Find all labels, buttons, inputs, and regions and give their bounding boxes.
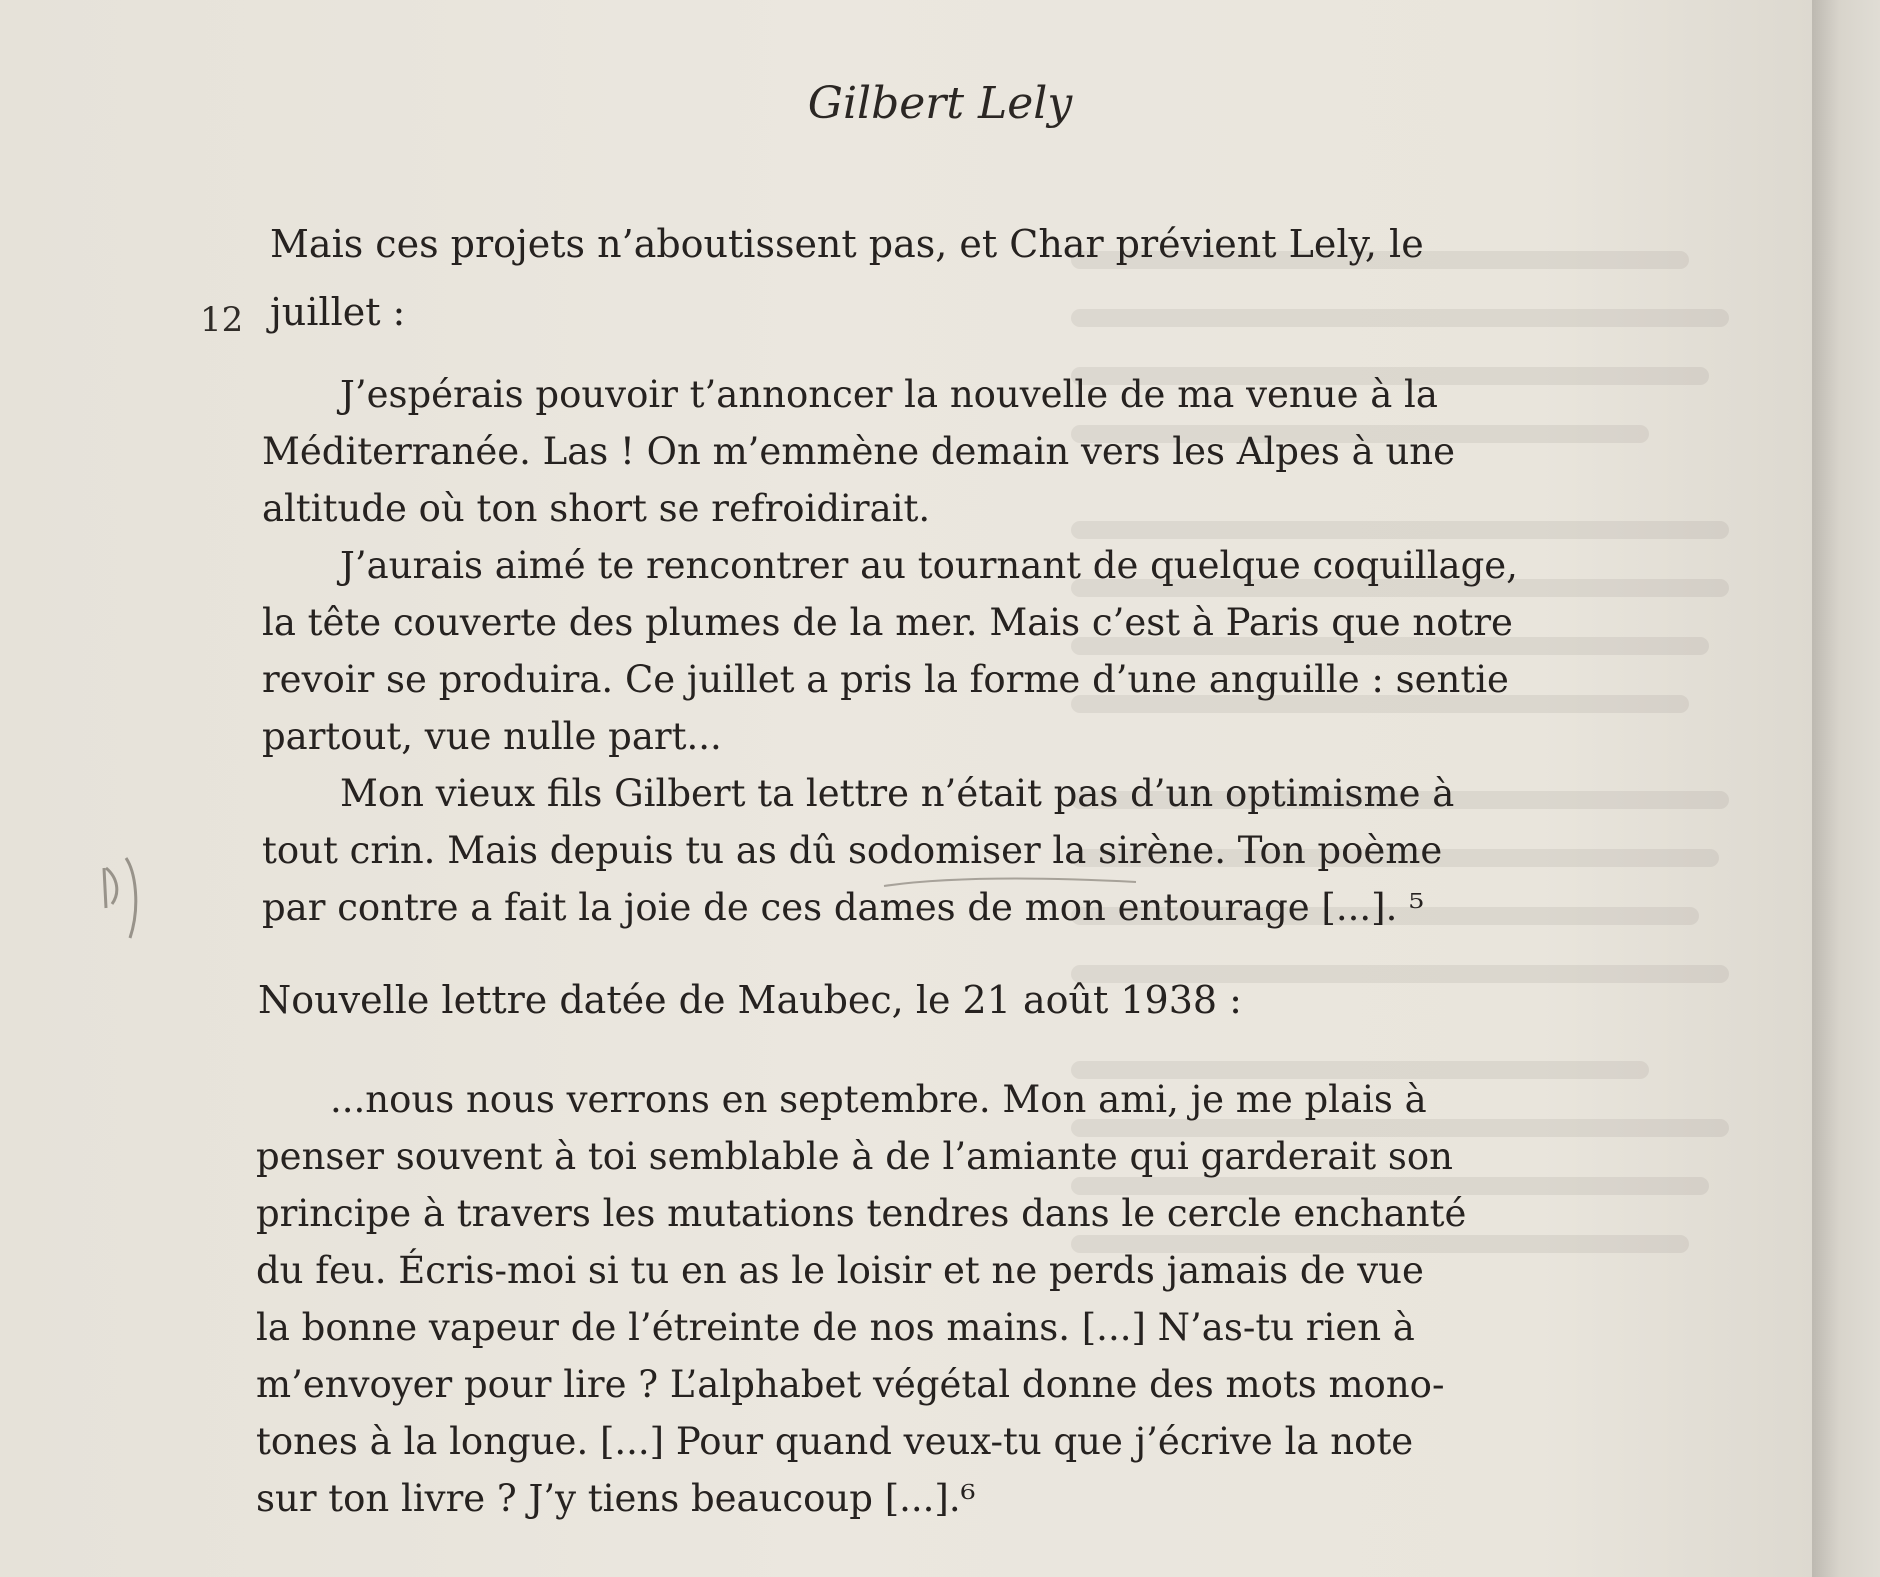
quote-line: partout, vue nulle part...: [262, 715, 722, 758]
intro-paragraph-line: Mais ces projets n’aboutissent pas, et Char prévient Lely, le: [270, 222, 1424, 266]
intro-paragraph-line: Nouvelle lettre datée de Maubec, le 21 août 1938 :: [258, 978, 1242, 1022]
quote-line: revoir se produira. Ce juillet a pris la forme d’une anguille : sentie: [262, 658, 1509, 701]
quote-line: m’envoyer pour lire ? L’alphabet végétal donne des mots mono-: [256, 1363, 1445, 1406]
quote-line: sur ton livre ? J’y tiens beaucoup [...].⁶: [256, 1477, 976, 1520]
quote-line: la bonne vapeur de l’étreinte de nos mains. [...] N’as-tu rien à: [256, 1306, 1415, 1349]
intro-paragraph-line: juillet :: [270, 290, 406, 334]
quote-line: J’espérais pouvoir t’annoncer la nouvelle de ma venue à la: [340, 373, 1438, 416]
quote-line: tout crin. Mais depuis tu as dû sodomiser la sirène. Ton poème: [262, 829, 1443, 872]
quote-line: penser souvent à toi semblable à de l’amiante qui garderait son: [256, 1135, 1453, 1178]
pencil-underline: [880, 872, 1140, 894]
quote-line: du feu. Écris-moi si tu en as le loisir et ne perds jamais de vue: [256, 1249, 1424, 1292]
quote-line: altitude où ton short se refroidirait.: [262, 487, 931, 530]
quote-line: Mon vieux fils Gilbert ta lettre n’était pas d’un optimisme à: [340, 772, 1455, 815]
quote-line: J’aurais aimé te rencontrer au tournant de quelque coquillage,: [340, 544, 1518, 587]
margin-line-number: 12: [200, 300, 244, 340]
running-header: Gilbert Lely: [807, 78, 1073, 129]
pencil-margin-mark: [96, 838, 146, 948]
quote-line: ...nous nous verrons en septembre. Mon ami, je me plais à: [330, 1078, 1427, 1121]
quote-line: principe à travers les mutations tendres dans le cercle enchanté: [256, 1192, 1467, 1235]
quote-line: Méditerranée. Las ! On m’emmène demain vers les Alpes à une: [262, 430, 1455, 473]
quote-line: par contre a fait la joie de ces dames de mon entourage [...]. ⁵: [262, 886, 1424, 929]
quote-line: tones à la longue. [...] Pour quand veux-tu que j’écrive la note: [256, 1420, 1414, 1463]
quote-line: la tête couverte des plumes de la mer. Mais c’est à Paris que notre: [262, 601, 1513, 644]
next-page-edge: [1812, 0, 1880, 1577]
